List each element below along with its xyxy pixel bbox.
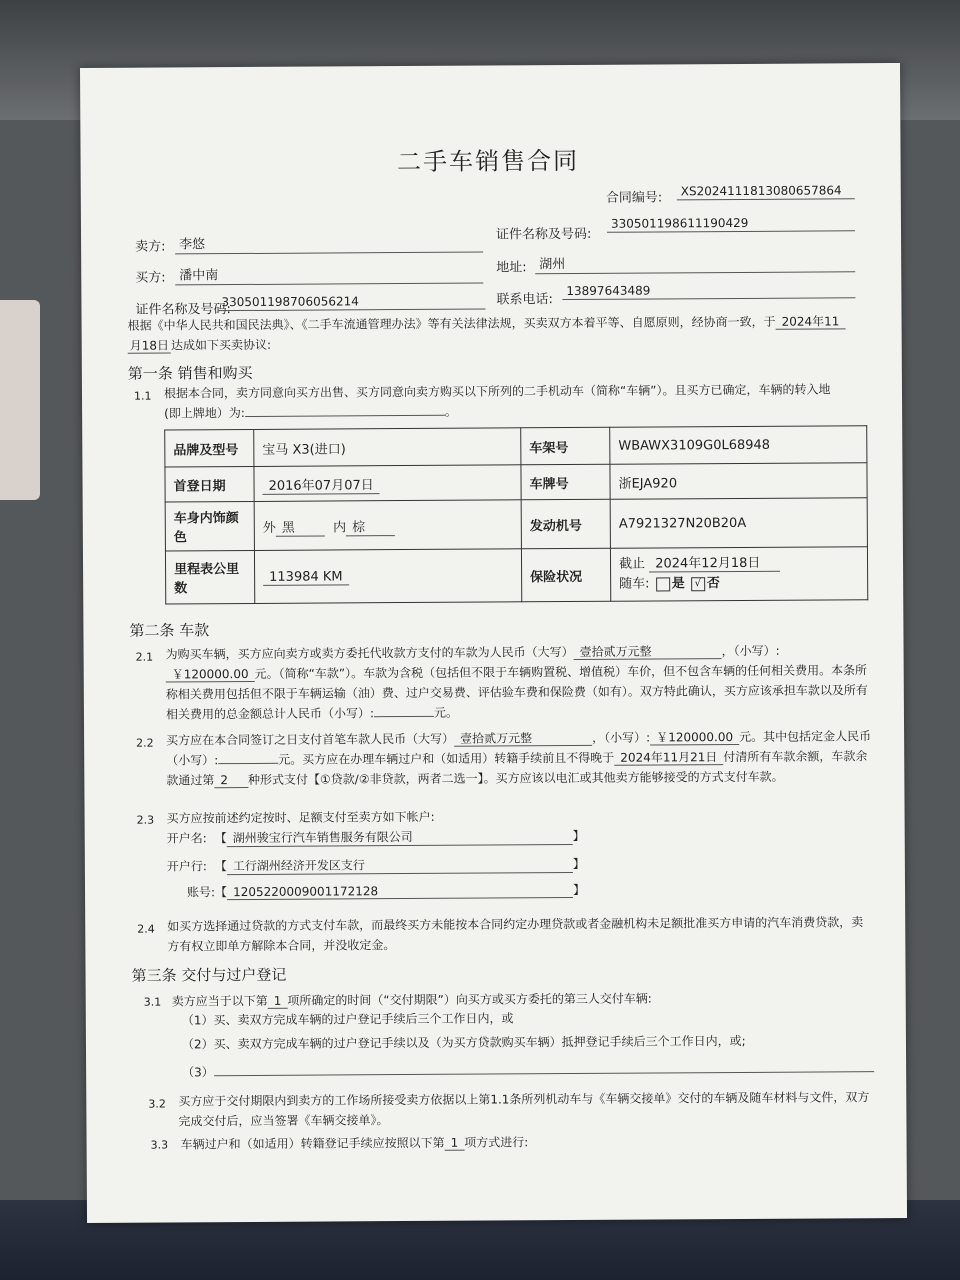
section-2-2-text-a: 买方应在本合同签订之日支付首笔车款人民币（大写） — [166, 731, 455, 748]
address: 湖州 — [535, 251, 855, 274]
buyer-name: 潘中南 — [175, 263, 483, 286]
section-3-3-text-b: 项方式进行: — [464, 1135, 529, 1150]
section-2-1-text — [166, 640, 871, 724]
section-2-4-text: 如买方选择通过贷款的方式支付车款，而最终买方未能按本合同约定办理贷款或者金融机构未足额批准买方申请的汽车消费贷款，卖方有权立即单方解除本合同，并没收定金。 — [167, 915, 864, 954]
section-2-1-text-a: 为购买车辆，买方应向卖方或卖方委托代收款方支付的车款为人民币（大写） — [165, 644, 574, 662]
section-3-1-option-2: （2）买、卖双方完成车辆的过户登记手续以及（为买方贷款购买车辆）抵押登记手续后三个工作日内，或; — [181, 1033, 746, 1052]
section-3-2-number: 3.2 — [148, 1097, 166, 1111]
address-label: 地址: — [496, 260, 527, 276]
engine-value: A7921327N20B20A — [610, 498, 867, 549]
phone-label: 联系电话: — [496, 292, 553, 308]
section-3-1-option-3-label: （3） — [182, 1065, 214, 1080]
section-3-1-item: 1 — [268, 994, 288, 1009]
outer-color-value: 黑 — [276, 520, 325, 536]
section-2-2-number: 2.2 — [136, 736, 154, 750]
outer-color-label: 外 — [262, 520, 276, 536]
section-2-2-amount: ￥120000.00 — [650, 730, 739, 746]
table-row — [165, 498, 867, 551]
yes-label: 是 — [671, 576, 685, 592]
vehicle-info-table — [164, 425, 868, 604]
section-2-1-text-c: 元。（简称“车款”）。车款为含税（包括但不限于车辆购置税、增值税）车价，但不包含车辆的任何相关费用。本条所称相关费用包括但不限于车辆运输（油）费、过户交易费、评估验车费和保险费（如有）。双方特此确认，买方应该承担车款以及所有相关费用的总金额总计人民币（小写）: — [165, 663, 868, 722]
phone: 13897643489 — [562, 282, 855, 300]
insurance-cell — [610, 547, 867, 602]
account-name-label: 开户名: — [166, 831, 207, 846]
color-cell — [254, 500, 521, 551]
bracket-left: 【 — [214, 859, 227, 874]
section-2-2-text — [166, 726, 871, 790]
contract-no: XS2024111813080657864 — [677, 183, 855, 200]
seller-name: 李悠 — [175, 232, 483, 255]
sign-date-b: 月18日 — [128, 338, 171, 353]
table-row — [165, 463, 867, 502]
buyer-id-label: 证件名称及号码: — [135, 302, 231, 318]
section-2-2-way: 2 — [214, 773, 248, 788]
bank-row — [167, 855, 585, 876]
background-left-object — [0, 300, 40, 500]
intro-text-a: 根据《中华人民共和国民法典》、《二手车流通管理办法》等有关法律法规，买卖双方本着平等、自愿原则，经协商一致，于 — [127, 314, 776, 333]
section-2-2-amount-cn: 壹拾贰万元整 — [454, 731, 592, 747]
seller-id-label: 证件名称及号码: — [495, 226, 592, 243]
reg-date-cell — [254, 465, 521, 502]
section-2-2-text-e: 付清所有车款余额，车款余款通过第 — [166, 749, 868, 788]
section-3-1-option-3 — [182, 1059, 874, 1080]
seller-id: 330501198611190429 — [607, 215, 855, 233]
mileage-value: 113984 KM — [263, 569, 349, 586]
vin-value: WBAWX3109G0L68948 — [610, 426, 867, 465]
table-row — [165, 547, 867, 604]
section-1-1-text-a: 根据本合同，卖方同意向买方出售、买方同意向卖方购买以下所列的二手机动车（简称“车辆”）。且买方已确定，车辆的转入地 — [163, 382, 831, 401]
article-1-title: 第一条 销售和购买 — [127, 363, 253, 383]
plate-label: 车牌号 — [521, 464, 610, 500]
insurance-label: 保险状况 — [521, 548, 610, 602]
bracket-left: 【 — [214, 885, 228, 900]
mileage-label: 里程表公里数 — [165, 550, 254, 604]
section-1-1-text-b: (即上牌地）为: — [164, 405, 245, 421]
insurance-until-value: 2024年12月18日 — [649, 556, 780, 573]
intro-paragraph — [128, 311, 868, 356]
option-3-blank — [214, 1059, 874, 1076]
account-name-row — [167, 827, 585, 848]
section-3-1-text — [172, 990, 652, 1010]
bank-value: 工行湖州经济开发区支行 — [227, 855, 573, 875]
yes-checkbox — [656, 577, 670, 591]
bracket-left: 【 — [214, 831, 227, 846]
inner-color-label: 内 — [333, 519, 347, 535]
engine-label: 发动机号 — [521, 499, 610, 549]
section-3-1-text-b: 项所确定的时间（“交付期限”）向买方或买方委托的第三人交付车辆: — [287, 991, 652, 1008]
account-no-value: 1205220009001172128 — [227, 883, 573, 900]
section-3-3-text — [181, 1133, 529, 1152]
account-no-label: 账号: — [186, 885, 216, 900]
section-3-2-text: 买方应于交付期限内到卖方的工作场所接受卖方依据以上第1.1条所列机动车与《车辆交接单》交付的车辆及随车材料与文件，双方完成交付后，应当签署《车辆交接单》。 — [178, 1090, 870, 1129]
section-3-3-text-a: 车辆过户和（如适用）转籍登记手续应按照以下第 — [180, 1135, 445, 1152]
section-2-1-amount: ￥120000.00 — [166, 667, 255, 683]
section-2-1-text-b: ，（小写）: — [721, 643, 780, 659]
with-car-label: 随车: — [619, 576, 650, 592]
section-2-2-text-c: 元。其中包括定金人民币（小写）: — [166, 729, 872, 768]
brand-value: 宝马 X3(进口) — [254, 428, 521, 467]
section-2-2-date: 2024年11月21日 — [614, 750, 723, 766]
brand-label: 品牌及型号 — [165, 429, 254, 467]
deposit-blank — [218, 751, 278, 764]
buyer-id: 330501198706056214 — [217, 294, 485, 312]
section-1-1-text — [164, 379, 869, 423]
table-row — [165, 426, 867, 467]
section-3-3-number: 3.3 — [150, 1138, 169, 1152]
account-no-row — [167, 881, 585, 901]
section-2-2-text-b: ，（小写）: — [592, 730, 651, 745]
section-2-3-text: 买方应按前述约定按时、足额支付至卖方如下帐户: — [166, 809, 435, 826]
section-2-1-text-d: 元。 — [433, 705, 459, 720]
article-2-title: 第二条 车款 — [129, 621, 210, 640]
vin-label: 车架号 — [521, 427, 610, 465]
section-1-1-end: 。 — [444, 404, 457, 419]
total-amount-blank — [374, 704, 434, 717]
no-checkbox: √ — [691, 577, 705, 591]
plate-value: 浙EJA920 — [610, 463, 867, 500]
section-3-1-option-1: （1）买、卖双方完成车辆的过户登记手续后三个工作日内，或 — [181, 1011, 514, 1028]
bracket-right: 】 — [572, 828, 585, 844]
section-2-2-text-d: 元。买方应在办理车辆过户和（如适用）转籍手续前且不得晚于 — [278, 750, 615, 767]
inner-color-value: 棕 — [346, 520, 395, 536]
insurance-until-label: 截止 — [618, 556, 646, 572]
section-2-2-text-f: 种形式支付【①贷款/②非贷款，两者二选一】。买方应该以电汇或其他卖方能够接受的方式支付车款。 — [247, 769, 784, 787]
article-3-title: 第三条 交付与过户登记 — [131, 965, 287, 985]
contract-title: 二手车销售合同 — [396, 146, 580, 177]
account-name-value: 湖州骏宝行汽车销售服务有限公司 — [227, 827, 573, 847]
seller-label: 卖方: — [135, 239, 166, 255]
bracket-right: 】 — [572, 856, 585, 872]
section-3-1-text-a: 卖方应当于以下第 — [171, 993, 268, 1009]
no-label: 否 — [706, 576, 720, 592]
reg-date-value: 2016年07月07日 — [263, 478, 380, 495]
section-2-1-amount-cn: 壹拾贰万元整 — [574, 644, 722, 660]
section-2-4-number: 2.4 — [137, 922, 155, 936]
section-2-1-number: 2.1 — [135, 650, 154, 664]
sign-date-a: 2024年11 — [776, 314, 846, 329]
color-label: 车身内饰颜色 — [165, 501, 254, 551]
section-1-1-number: 1.1 — [133, 389, 152, 403]
reg-date-label: 首登日期 — [165, 466, 254, 502]
contract-paper — [80, 63, 907, 1223]
contract-no-label: 合同编号: — [605, 190, 663, 206]
section-3-1-number: 3.1 — [143, 995, 162, 1009]
mileage-cell — [254, 549, 521, 604]
bracket-right: 】 — [573, 882, 586, 898]
bank-label: 开户行: — [166, 859, 207, 874]
registration-place-blank — [245, 403, 445, 417]
intro-text-b: 达成如下买卖协议: — [170, 337, 272, 353]
section-3-3-item: 1 — [445, 1136, 465, 1151]
buyer-label: 买方: — [135, 270, 166, 286]
section-2-3-number: 2.3 — [136, 813, 155, 827]
